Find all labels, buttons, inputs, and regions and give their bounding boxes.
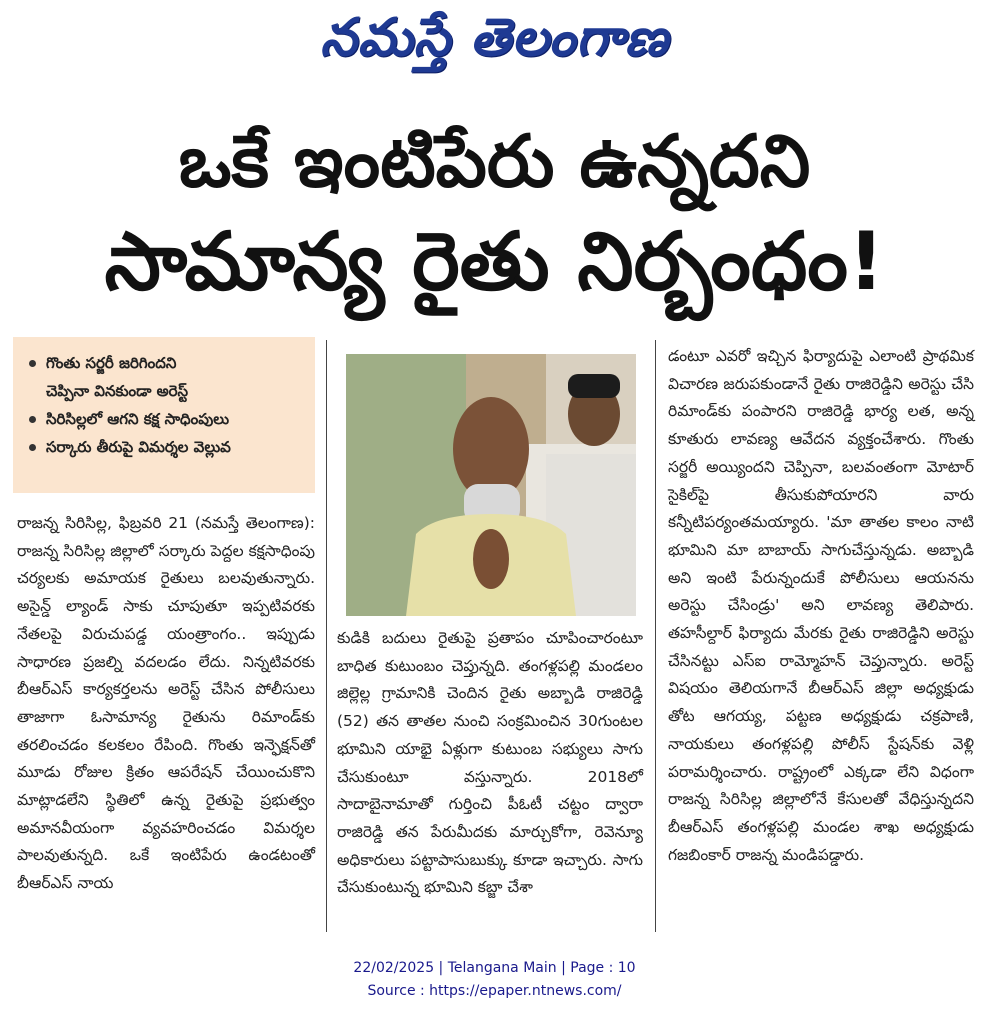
highlight-item: సర్కారు తీరుపై విమర్శల వెల్లువ bbox=[29, 433, 305, 461]
highlight-item: సిరిసిల్లలో ఆగని కక్ష సాధింపులు bbox=[29, 405, 305, 433]
article-column-2 bbox=[337, 625, 643, 902]
column-divider bbox=[326, 340, 327, 932]
headline-line-2: సామాన్య రైతు నిర్బంధం! bbox=[104, 215, 885, 308]
article-text: రాజన్న సిరిసిల్ల, ఫిబ్రవరి 21 (నమస్తే తెలంగాణ): రాజన్న సిరిసిల్ల జిల్లాలో సర్కారు పెద్దల కక్షసాధింపు చర్యలకు అమాయక రైతులు బలవుతున్నారు. అసైన్డ్ ల్యాండ్ సాకు చూపుతూ ఇప్పటివరకు నేతలపై విరుచుపడ్డ యంత్రాంగం.. ఇప్పుడు సాధారణ ప్రజల్ని వదలడం లేదు. నిన్నటివరకు బీఆర్ఎస్ కార్యకర్తలను అరెస్ట్ చేసిన పోలీసులు తాజాగా ఓసామాన్య రైతును రిమాండ్‌కు తరలించడం కలకలం రేపింది. గొంతు ఇన్ఫెక్షన్‌తో మూడు రోజుల క్రితం ఆపరేషన్ చేయించుకొని మాట్లాడలేని స్థితిలో ఉన్న రైతుపై ప్రభుత్వం అమానవీయంగా వ్యవహరించడం విమర్శల పాలవుతున్నది. ఒకే ఇంటిపేరు ఉండటంతో బీఆర్ఎస్ నాయ bbox=[17, 514, 315, 893]
bullet-icon bbox=[29, 360, 36, 367]
masthead-name: నమస్తే తెలంగాణ bbox=[320, 8, 669, 68]
column-divider bbox=[655, 340, 656, 932]
farmer-photo bbox=[346, 354, 636, 616]
article-text: కుడికి బదులు రైతుపై ప్రతాపం చూపించారంటూ బాధిత కుటుంబం చెప్తున్నది. తంగళ్లపల్లి మండలం జిల్లెల్ల గ్రామానికి చెందిన రైతు అబ్బాడి రాజిరెడ్డి (52) తన తాతల నుంచి సంక్రమించిన 30గుంటల భూమిని యాభై ఏళ్లుగా కుటుంబ సభ్యులు సాగు చేసుకుంటూ వస్తున్నారు. 2018లో సాదాబైనామాతో గుర్తించి పీఓటీ చట్టం ద్వారా రాజిరెడ్డి తన పేరుమీదకు మార్చుకోగా, రెవెన్యూ అధికారులు పట్టాపాసుబుక్కు కూడా ఇచ్చారు. సాగు చేసుకుంటున్న భూమిని కబ్జా చేశా bbox=[337, 629, 643, 897]
highlight-item: గొంతు సర్జరీ జరిగిందని bbox=[29, 349, 305, 377]
footer-date-page: 22/02/2025 | Telangana Main | Page : 10 bbox=[353, 960, 636, 976]
masthead-logo bbox=[0, 8, 989, 81]
farmer-photo-illustration bbox=[346, 354, 636, 616]
headline-line-1: ఒకే ఇంటిపేరు ఉన్నదని bbox=[178, 119, 811, 203]
highlight-item: చెప్పినా వినకుండా అరెస్ట్ bbox=[46, 382, 189, 400]
bullet-icon bbox=[29, 416, 36, 423]
bullet-icon bbox=[29, 444, 36, 451]
article-column-1 bbox=[17, 510, 315, 898]
article-text: డంటూ ఎవరో ఇచ్చిన ఫిర్యాదుపై ఎలాంటి ప్రాథమిక విచారణ జరుపకుండానే రైతు రాజిరెడ్డిని అరెస్టు చేసి రిమాండ్‌కు పంపారని రాజిరెడ్డి భార్య లత, అన్న కూతురు లావణ్య ఆవేదన వ్యక్తంచేశారు. గొంతు సర్జరీ అయ్యిందని చెప్పినా, బలవంతంగా మోటార్ సైకిల్‌పై తీసుకుపోయారని వారు కన్నీటిపర్యంతమయ్యారు. 'మా తాతల కాలం నాటి భూమిని మా బాబాయ్ సాగుచేస్తున్నడు. అబ్బాడి అని ఇంటి పేరున్నందుకే పోలీసులు ఆయనను అరెస్టు చేసిండ్రు' అని లావణ్య తెలిపారు. తహసీల్దార్ ఫిర్యాదు మేరకు రైతు రాజిరెడ్డిని అరెస్టు చేసినట్టు ఎస్ఐ రామ్మోహన్ చెప్తున్నారు. అరెస్ట్ విషయం తెలియగానే బీఆర్ఎస్ జిల్లా అధ్యక్షుడు తోట ఆగయ్య, పట్టణ అధ్యక్షుడు చక్రపాణి, నాయకులు తంగళ్లపల్లి పోలీస్ స్టేషన్‌కు వెళ్లి పరామర్శించారు. రాష్ట్రంలో ఎక్కడా లేని విధంగా రాజన్న సిరిసిల్ల జిల్లాలోనే కేసులతో వేధిస్తున్నదని బీఆర్ఎస్ తంగళ్లపల్లి మండల శాఖ అధ్యక్షుడు గజబింకార్ రాజన్న మండిపడ్డారు. bbox=[668, 347, 974, 864]
article-column-3 bbox=[668, 343, 974, 869]
highlights-box bbox=[13, 337, 315, 493]
footer-source: Source : https://epaper.ntnews.com/ bbox=[367, 983, 622, 999]
